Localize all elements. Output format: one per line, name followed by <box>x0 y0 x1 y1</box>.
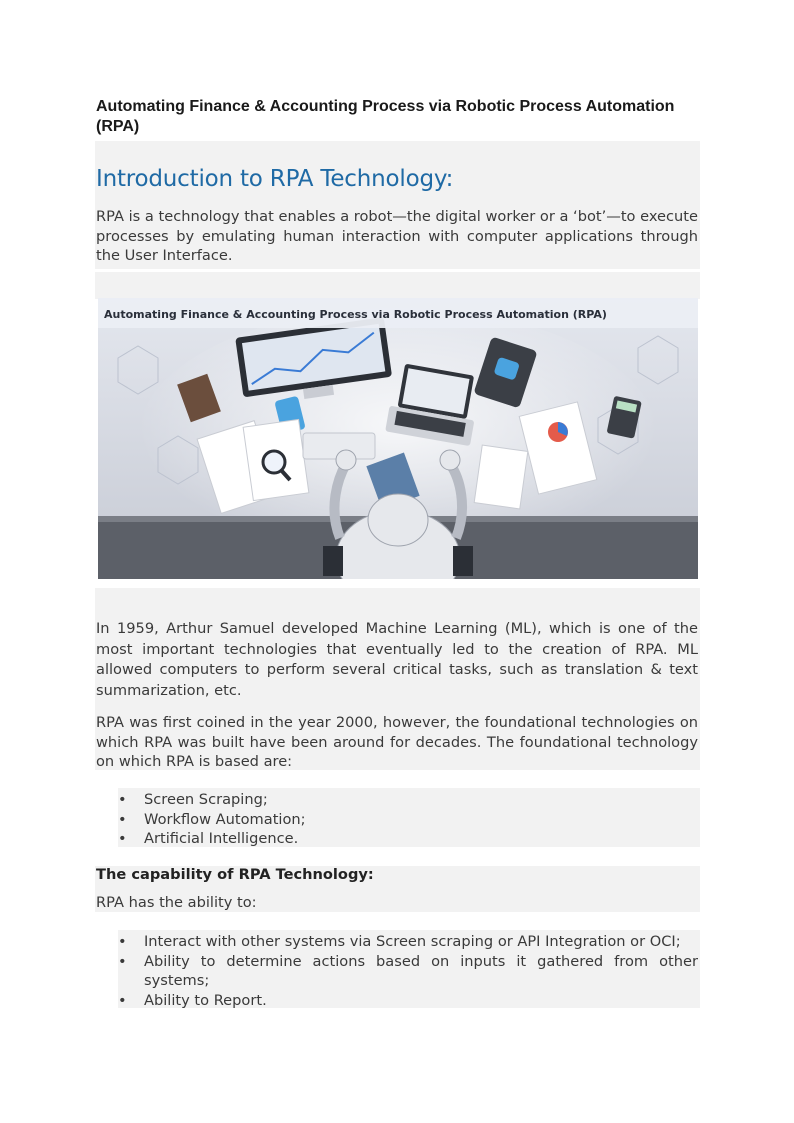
foundations-list <box>118 790 698 849</box>
list-item: • Screen Scraping; <box>118 790 698 810</box>
robot-workspace-illustration <box>98 298 698 579</box>
capability-heading: The capability of RPA Technology: <box>96 866 374 883</box>
document-title: Automating Finance & Accounting Process via Robotic Process Automation (RPA) <box>96 98 675 135</box>
capability-intro: RPA has the ability to: <box>96 894 257 911</box>
rpa-illustration <box>98 298 698 579</box>
section-heading: Introduction to RPA Technology: <box>96 166 454 192</box>
list-item: • Workflow Automation; <box>118 810 698 830</box>
list-item: • Artificial Intelligence. <box>118 829 698 849</box>
list-item: • Interact with other systems via Screen scraping or API Integration or OCI; <box>118 932 698 952</box>
list-item: • Ability to determine actions based on inputs it gathered from other systems; <box>118 952 698 991</box>
figure-caption: Automating Finance & Accounting Process via Robotic Process Automation (RPA) <box>98 298 698 328</box>
ml-paragraph: In 1959, Arthur Samuel developed Machine Learning (ML), which is one of the most important technologies that eventually led to the creation of RPA. ML allowed computers to perform several critical tasks, such as translation & text summarization, etc. <box>96 620 698 699</box>
highlight-band <box>95 272 700 299</box>
intro-paragraph: RPA is a technology that enables a robot—the digital worker or a ‘bot’—to execute processes by emulating human interaction with computer applications through the User Interface. <box>96 208 698 264</box>
list-item: • Ability to Report. <box>118 991 698 1011</box>
rpa-history-paragraph: RPA was first coined in the year 2000, however, the foundational technologies on which RPA was built have been around for decades. The foundational technology on which RPA is based are: <box>96 714 698 770</box>
capabilities-list <box>118 932 698 1010</box>
